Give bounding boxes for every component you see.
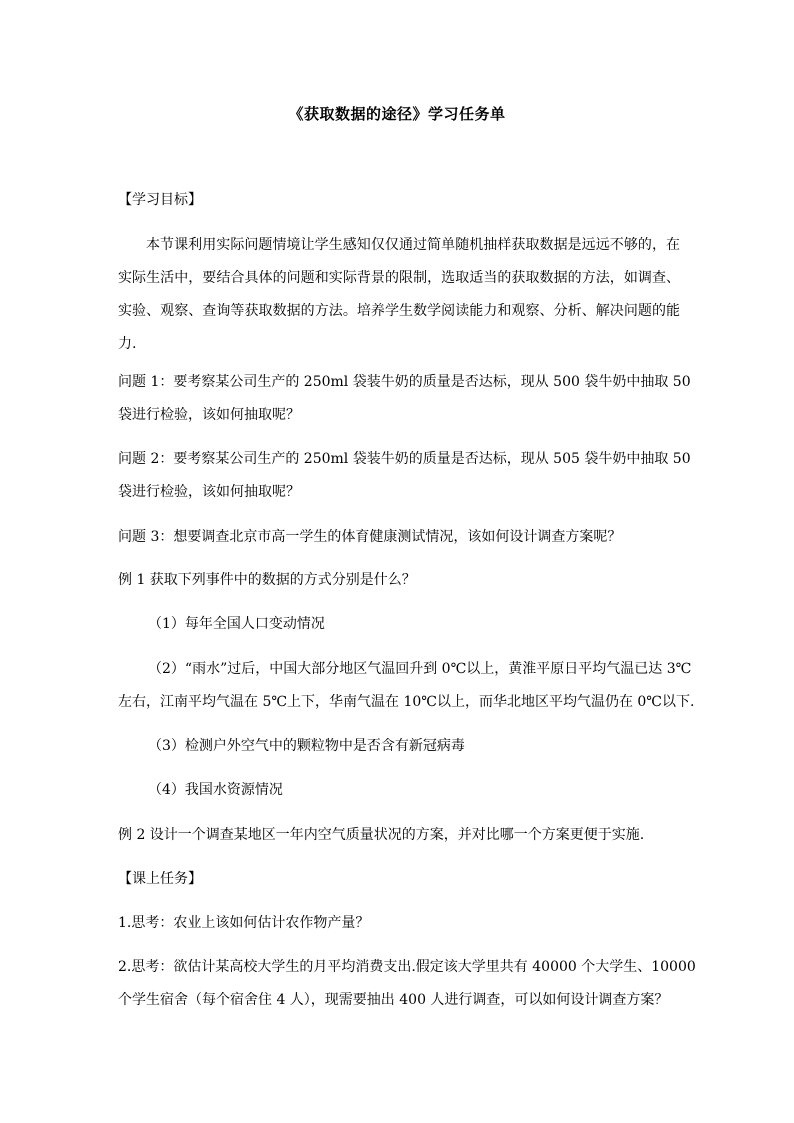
- task-1: 1.思考：农业上该如何估计农作物产量？: [118, 915, 370, 931]
- example-1-item-2-line-2: 左右，江南平均气温在 5℃上下，华南气温在 10℃以上，而华北地区平均气温仍在 0℃以下.: [118, 694, 695, 710]
- task-2-line-2: 个学生宿舍（每个宿舍住 4 人），现需要抽出 400 人进行调查，可以如何设计调查方案？: [118, 992, 669, 1008]
- example-1-item-1: （1）每年全国人口变动情况: [148, 616, 325, 632]
- example-2: 例 2 设计一个调查某地区一年内空气质量状况的方案，并对比哪一个方案更便于实施.: [118, 827, 645, 843]
- example-1: 例 1 获取下列事件中的数据的方式分别是什么？: [118, 572, 416, 588]
- document-title: 《获取数据的途径》学习任务单: [288, 105, 506, 123]
- goals-paragraph: 本节课利用实际问题情境让学生感知仅仅通过简单随机抽样获取数据是远远不够的，在实际生活中，要结合具体的问题和实际背景的限制，选取适当的获取数据的方法，如调查、实验、观察、查询等获取数据的方法。培养学生数学阅读能力和观察、分析、解决问题的能力.: [118, 237, 680, 352]
- question-3: 问题 3：想要调查北京市高一学生的体育健康测试情况，该如何设计调查方案呢？: [118, 529, 622, 545]
- question-2-line-1: 问题 2：要考察某公司生产的 250ml 袋装牛奶的质量是否达标，现从 505 袋牛奶中抽取 50: [118, 451, 691, 467]
- section-heading-tasks: 【课上任务】: [118, 871, 202, 887]
- question-1-line-1: 问题 1：要考察某公司生产的 250ml 袋装牛奶的质量是否达标，现从 500 袋牛奶中抽取 50: [118, 374, 691, 390]
- example-1-item-2-line-1: （2）“雨水”过后，中国大部分地区气温回升到 0℃以上，黄淮平原日平均气温已达 3℃: [148, 661, 692, 677]
- task-2-line-1: 2.思考：欲估计某高校大学生的月平均消费支出.假定该大学里共有 40000 个大学生、10000: [118, 959, 696, 975]
- example-1-item-4: （4）我国水资源情况: [148, 782, 283, 798]
- question-1-line-2: 袋进行检验，该如何抽取呢？: [118, 407, 300, 423]
- question-2-line-2: 袋进行检验，该如何抽取呢？: [118, 484, 300, 500]
- section-heading-goals: 【学习目标】: [118, 192, 202, 208]
- example-1-item-3: （3）检测户外空气中的颗粒物中是否含有新冠病毒: [148, 738, 465, 754]
